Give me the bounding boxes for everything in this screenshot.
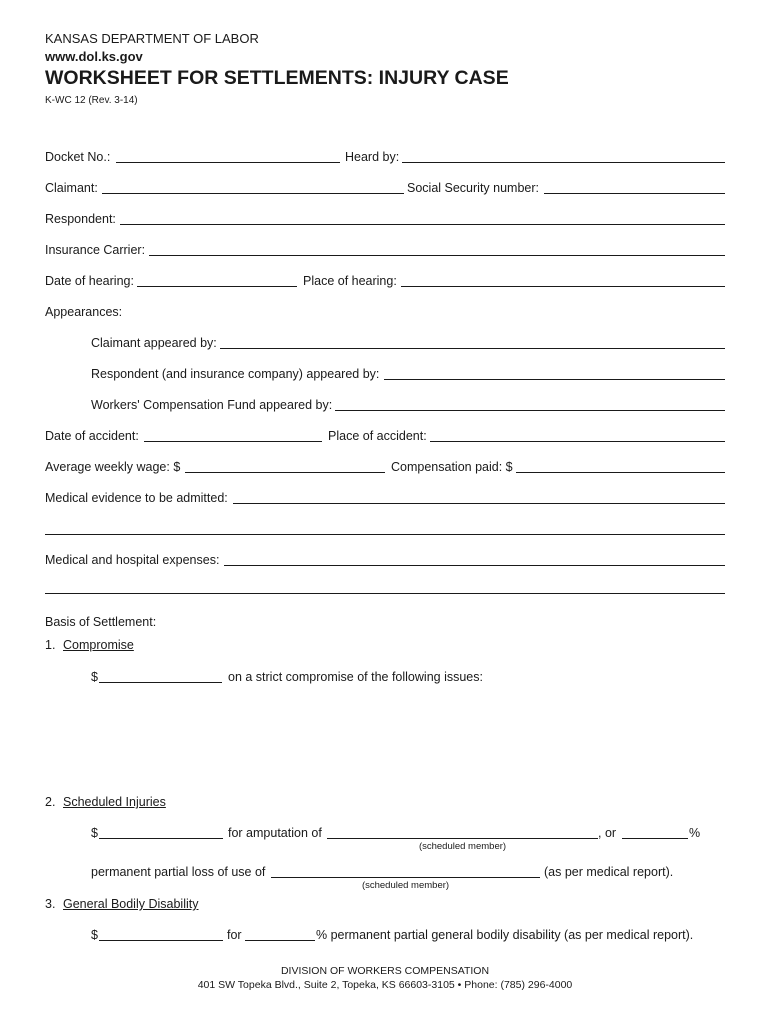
amputation-label: for amputation of [228, 826, 322, 840]
medical-expenses-label: Medical and hospital expenses: [45, 553, 220, 567]
compromise-amount-field[interactable] [99, 682, 222, 683]
claimant-appeared-by-label: Claimant appeared by: [91, 336, 217, 350]
form-number: K-WC 12 (Rev. 3-14) [45, 95, 138, 106]
medical-evidence-label: Medical evidence to be admitted: [45, 491, 228, 505]
date-of-hearing-field[interactable] [137, 286, 297, 287]
medical-evidence-field-line-2[interactable] [45, 534, 725, 535]
claimant-appeared-by-field[interactable] [220, 348, 725, 349]
amputation-member-field[interactable] [327, 838, 598, 839]
agency-name: KANSAS DEPARTMENT OF LABOR [45, 31, 259, 46]
section-2-dollar-sign: $ [91, 826, 98, 840]
docket-no-field[interactable] [116, 162, 340, 163]
claimant-label: Claimant: [45, 181, 98, 195]
respondent-label: Respondent: [45, 212, 116, 226]
compensation-paid-label: Compensation paid: $ [391, 460, 513, 474]
section-3-title: General Bodily Disability [63, 897, 199, 911]
place-of-hearing-field[interactable] [401, 286, 725, 287]
insurance-carrier-label: Insurance Carrier: [45, 243, 146, 257]
claimant-field[interactable] [102, 193, 404, 194]
scheduled-amount-field[interactable] [99, 838, 223, 839]
section-1-dollar-sign: $ [91, 670, 98, 684]
footer-division: DIVISION OF WORKERS COMPENSATION [280, 965, 490, 977]
medical-expenses-field-line-2[interactable] [45, 593, 725, 594]
agency-website[interactable]: www.dol.ks.gov [45, 49, 143, 64]
bodily-disability-amount-field[interactable] [99, 940, 223, 941]
date-of-accident-field[interactable] [144, 441, 322, 442]
date-of-hearing-label: Date of hearing: [45, 274, 134, 288]
loss-of-use-member-field[interactable] [271, 877, 540, 878]
medical-expenses-field[interactable] [224, 565, 725, 566]
per-medical-report-label: (as per medical report). [544, 865, 674, 879]
avg-weekly-wage-label: Average weekly wage: $ [45, 460, 181, 474]
docket-no-label: Docket No.: [45, 150, 111, 164]
amputation-percent-field[interactable] [622, 838, 688, 839]
place-of-accident-label: Place of accident: [328, 429, 427, 443]
place-of-hearing-label: Place of hearing: [303, 274, 397, 288]
scheduled-member-caption-2: (scheduled member) [361, 880, 450, 891]
scheduled-member-caption: (scheduled member) [418, 841, 507, 852]
percent-sign: % [689, 826, 701, 840]
section-1-text: on a strict compromise of the following issues: [228, 670, 483, 684]
date-of-accident-label: Date of accident: [45, 429, 139, 443]
respondent-appeared-by-label: Respondent (and insurance company) appeared by: [91, 367, 380, 381]
insurance-carrier-field[interactable] [149, 255, 725, 256]
ssn-field[interactable] [544, 193, 725, 194]
medical-evidence-field[interactable] [233, 503, 725, 504]
section-3-dollar-sign: $ [91, 928, 98, 942]
avg-weekly-wage-field[interactable] [185, 472, 385, 473]
place-of-accident-field[interactable] [430, 441, 725, 442]
appearances-label: Appearances: [45, 305, 123, 319]
respondent-field[interactable] [120, 224, 725, 225]
loss-of-use-label: permanent partial loss of use of [91, 865, 266, 879]
basis-of-settlement-label: Basis of Settlement: [45, 615, 157, 629]
section-1-number: 1. [45, 638, 56, 652]
section-3-number: 3. [45, 897, 56, 911]
or-label: , or [598, 826, 617, 840]
section-3-text: % permanent partial general bodily disability (as per medical report). [316, 928, 694, 942]
footer-address: 401 SW Topeka Blvd., Suite 2, Topeka, KS 66603-3105 • Phone: (785) 296-4000 [197, 979, 573, 991]
bodily-disability-percent-field[interactable] [245, 940, 315, 941]
fund-appeared-by-field[interactable] [335, 410, 725, 411]
form-title: WORKSHEET FOR SETTLEMENTS: INJURY CASE [45, 67, 509, 89]
section-3-for-label: for [227, 928, 242, 942]
compensation-paid-field[interactable] [516, 472, 725, 473]
heard-by-field[interactable] [402, 162, 725, 163]
heard-by-label: Heard by: [345, 150, 400, 164]
section-2-title: Scheduled Injuries [63, 795, 166, 809]
respondent-appeared-by-field[interactable] [384, 379, 725, 380]
section-2-number: 2. [45, 795, 56, 809]
section-1-title: Compromise [63, 638, 134, 652]
fund-appeared-by-label: Workers' Compensation Fund appeared by: [91, 398, 333, 412]
ssn-label: Social Security number: [407, 181, 540, 195]
